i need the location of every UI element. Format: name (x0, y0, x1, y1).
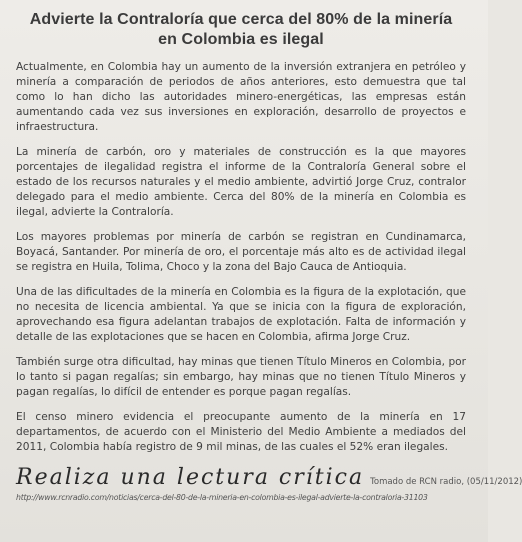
handwritten-note: Realiza una lectura crítica (16, 465, 365, 490)
paragraph-6: El censo minero evidencia el preocupante aumento de la minería en 17 departamentos, de acuerdo con el Ministerio del Medio Ambiente a mediados del 2011, Colombia había registro de 9 mil minas, de las cuales el 52% eran ilegales. (16, 411, 466, 453)
title-line-1: Advierte la Contraloría que cerca del 80% de la minería (29, 11, 453, 28)
footer-row (16, 465, 522, 491)
paragraph-3: Los mayores problemas por minería de carbón se registran en Cundinamarca, Boyacá, Santander. Por minería de oro, el porcentaje más alto es de actividad ilegal se registra en Huila, Tolima, Choco y la zona del Bajo Cauca de Antioquia. (16, 231, 466, 273)
document-title (16, 10, 466, 50)
paragraph-2: La minería de carbón, oro y materiales de construcción es la que mayores porcentajes de ilegalidad registra el informe de la Contraloría General sobre el estado de los recursos naturales y el medio ambiente, advirtió Jorge Cruz, contralor delegado para el medio ambiente. Cerca del 80% de la minería en Colombia es ilegal, advierte la Contraloría. (16, 146, 466, 218)
source-url: http://www.rcnradio.com/noticias/cerca-del-80-de-la-mineria-en-colombia-es-ilegal-advierte-la-contraloria-31103 (16, 493, 428, 502)
title-line-2: en Colombia es ilegal (158, 31, 324, 48)
paragraph-1: Actualmente, en Colombia hay un aumento de la inversión extranjera en petróleo y minería a comparación de periodos de años anteriores, esto demuestra que tal como lo han dicho las autoridades minero-energéticas, las empresas están aumentando cada vez sus inversiones en exploración, desarrollo de proyectos e infraestructura. (16, 61, 466, 133)
paragraph-5: También surge otra dificultad, hay minas que tienen Título Mineros en Colombia, por lo tanto si pagan regalías; sin embargo, hay minas que no tienen Título Mineros y pagan regalías, lo difícil de entender es porque pagan regalías. (16, 356, 466, 398)
source-citation: Tomado de RCN radio, (05/11/2012) (370, 477, 522, 487)
paragraph-4: Una de las dificultades de la minería en Colombia es la figura de la explotación, que no necesita de licencia ambiental. Ya que se inicia con la figura de exploración, aprovechando esa figura adelantan trabajos de explotación. Falta de información y detalle de las explotaciones que se hacen en Colombia, afirma Jorge Cruz. (16, 286, 466, 343)
